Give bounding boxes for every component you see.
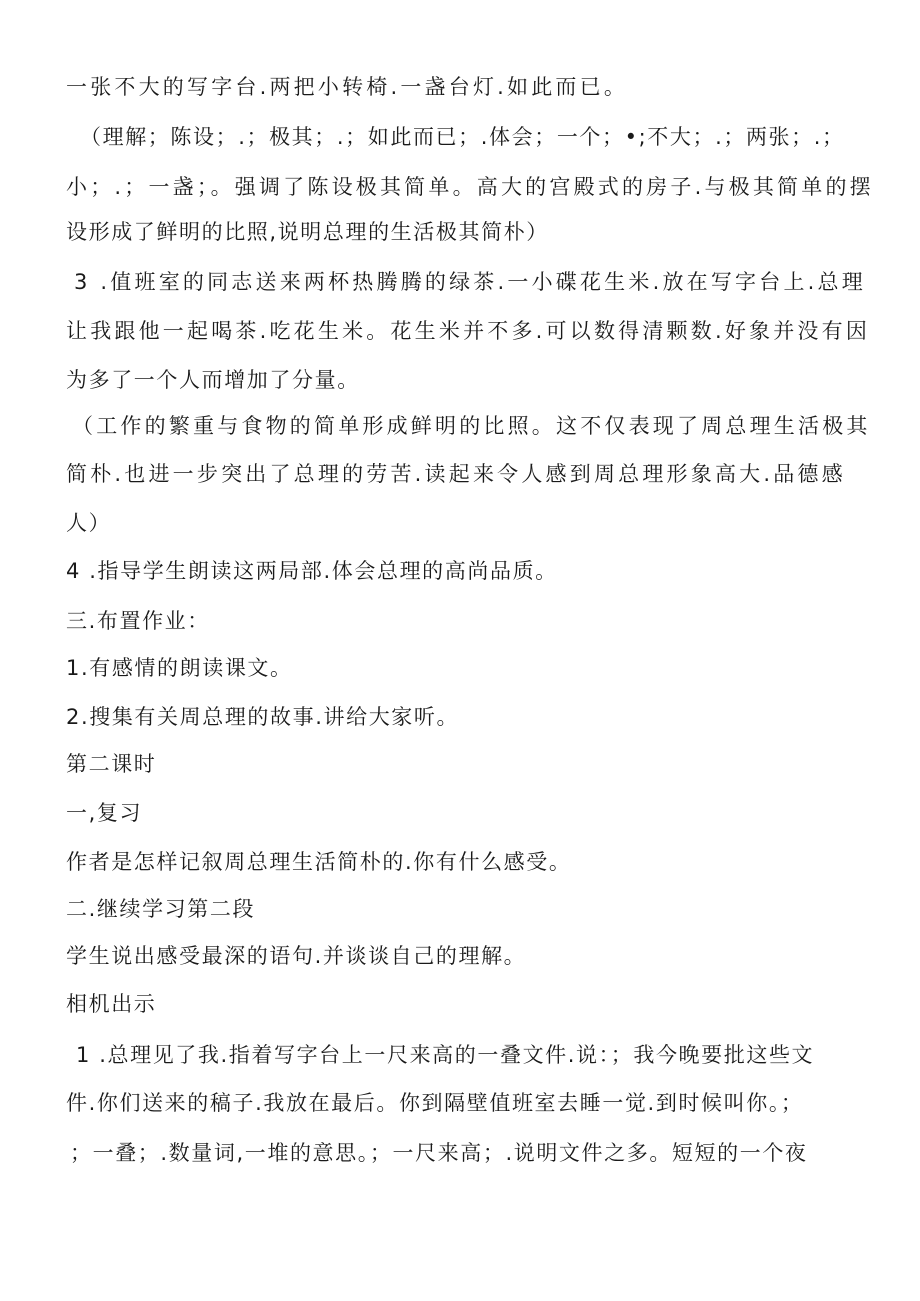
text-line-5: 3 .值班室的同志送来两杯热腾腾的绿茶.一小碟花生米.放在写字台上.总理 bbox=[74, 270, 866, 294]
text-line-11: 4 .指导学生朗读这两局部.体会总理的高尚品质。 bbox=[66, 559, 558, 583]
text-line-1: 一张不大的写字台.两把小转椅.一盏台灯.如此而已。 bbox=[66, 75, 629, 99]
text-line-7: 为多了一个人而增加了分量。 bbox=[66, 368, 360, 392]
text-line-20: 相机出示 bbox=[66, 992, 157, 1016]
text-line-8: （工作的繁重与食物的简单形成鲜明的比照。这不仅表现了周总理生活极其 bbox=[72, 414, 871, 438]
text-line-15: 第二课时 bbox=[66, 752, 157, 776]
text-line-14: 2.搜集有关周总理的故事.讲给大家听。 bbox=[66, 705, 460, 729]
text-line-16: 一,复习 bbox=[66, 801, 143, 825]
text-line-18: 二.继续学习第二段 bbox=[66, 897, 256, 921]
text-line-2: （理解；陈设；.；极其；.；如此而已；.体会；一个；•;不大；.；两张；.； bbox=[80, 125, 845, 149]
text-line-4: 设形成了鲜明的比照,说明总理的生活极其简朴） bbox=[66, 220, 549, 244]
text-line-6: 让我跟他一起喝茶.吃花生米。花生米并不多.可以数得清颗数.好象并没有因 bbox=[66, 319, 871, 343]
text-line-10: 人） bbox=[66, 511, 112, 535]
text-line-13: 1.有感情的朗读课文。 bbox=[66, 656, 293, 680]
text-line-9: 简朴.也进一步突出了总理的劳苦.读起来令人感到周总理形象高大.品德感 bbox=[66, 462, 846, 486]
text-line-12: 三.布置作业： bbox=[66, 609, 210, 633]
text-line-23: ；一叠；.数量词,一堆的意思。；一尺来高；.说明文件之多。短短的一个夜 bbox=[70, 1141, 808, 1165]
text-line-22: 件.你们送来的稿子.我放在最后。你到隔壁值班室去睡一觉.到时候叫你。； bbox=[66, 1091, 804, 1115]
text-line-19: 学生说出感受最深的语句.并谈谈自己的理解。 bbox=[66, 944, 527, 968]
text-line-21: 1 .总理见了我.指着写字台上一尺来高的一叠文件.说：；我今晚要批这些文 bbox=[76, 1043, 815, 1067]
text-line-3: 小；.；一盏；。强调了陈设极其简单。高大的宫殿式的房子.与极其简单的摆 bbox=[66, 175, 874, 199]
text-line-17: 作者是怎样记叙周总理生活简朴的.你有什么感受。 bbox=[66, 850, 572, 874]
